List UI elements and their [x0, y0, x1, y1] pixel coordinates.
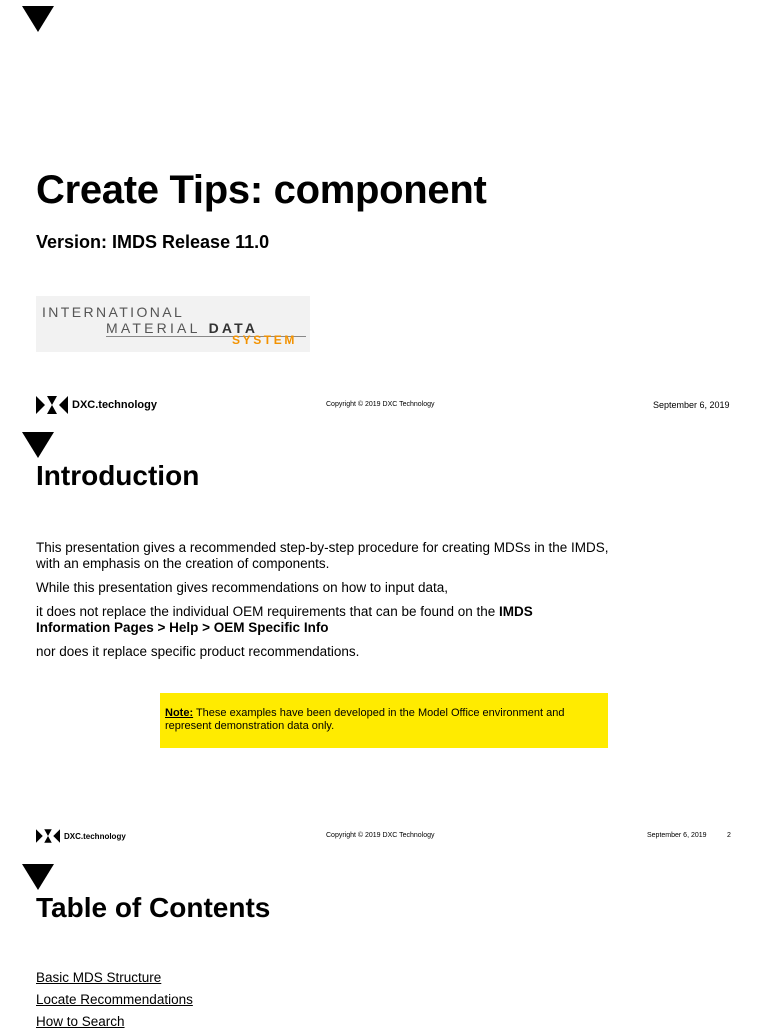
footer-page-number: 2: [727, 832, 731, 839]
footer-copyright: Copyright © 2019 DXC Technology: [326, 832, 435, 839]
slide-marker-icon: [22, 432, 54, 458]
slide-marker-icon: [22, 6, 54, 32]
imds-logo: [36, 296, 310, 352]
logo-line1: INTERNATIONAL: [42, 304, 185, 320]
slide-marker-icon: [22, 864, 54, 890]
intro-paragraph-1: This presentation gives a recommended step-by-step procedure for creating MDSs in the IMDS, with an emphasis on the creation of components.: [36, 540, 609, 571]
version-label: Version: IMDS Release 11.0: [36, 232, 270, 252]
footer-date: September 6, 2019: [653, 400, 730, 410]
footer-copyright: Copyright © 2019 DXC Technology: [326, 401, 435, 408]
page-title: Create Tips: component: [36, 168, 487, 212]
footer-date: September 6, 2019: [647, 832, 707, 839]
toc-list: [36, 967, 193, 1033]
logo-line2: MATERIAL DATA: [106, 320, 259, 336]
intro-paragraph-3: it does not replace the individual OEM requirements that can be found on the IMDS Information Pages > Help > OEM Specific Info: [36, 604, 533, 635]
toc-title: Table of Contents: [36, 892, 271, 923]
note-box: [160, 693, 608, 748]
note-label: Note:: [165, 707, 194, 719]
intro-paragraph-2: While this presentation gives recommendations on how to input data,: [36, 580, 448, 595]
toc-link-how-to-search[interactable]: How to Search: [36, 1014, 125, 1029]
toc-link-locate-recommendations[interactable]: Locate Recommendations: [36, 992, 193, 1007]
intro-paragraph-4: nor does it replace specific product recommendations.: [36, 644, 360, 659]
note-text: These examples have been developed in the Model Office environment and represent demonstration data only.: [165, 707, 565, 732]
intro-title: Introduction: [36, 460, 200, 491]
dxc-mark-icon: [36, 829, 60, 843]
toc-link-basic-mds-structure[interactable]: Basic MDS Structure: [36, 970, 162, 985]
dxc-logo: DXC.technology: [36, 396, 157, 414]
dxc-logo: DXC.technology: [36, 829, 126, 843]
dxc-mark-icon: [36, 396, 68, 414]
logo-line3: SYSTEM: [232, 333, 297, 347]
